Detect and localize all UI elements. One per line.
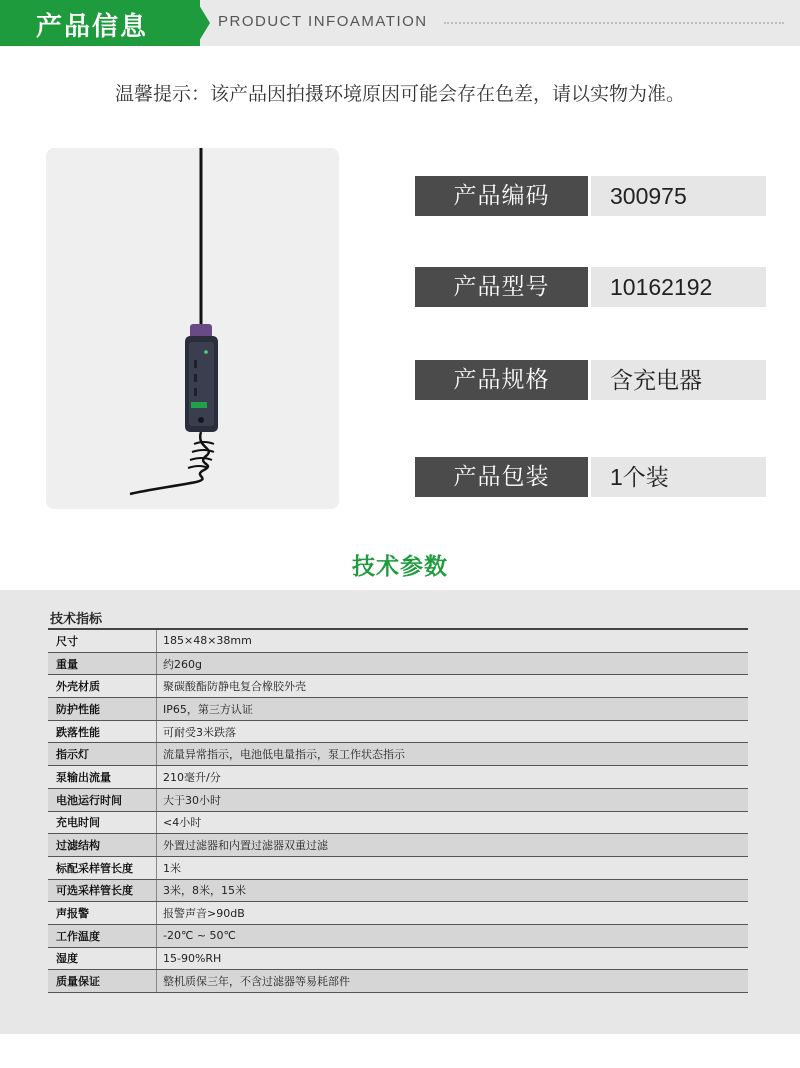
color-notice: 温馨提示：该产品因拍摄环境原因可能会存在色差，请以实物为准。 xyxy=(114,83,685,105)
spec-value: 约260g xyxy=(156,653,748,675)
info-value: 含充电器 xyxy=(591,360,766,400)
spec-value: 1米 xyxy=(156,857,748,879)
table-row xyxy=(48,698,748,721)
spec-key: 声报警 xyxy=(56,907,89,921)
section-header xyxy=(0,0,800,46)
info-value: 1个装 xyxy=(591,457,766,497)
info-value: 10162192 xyxy=(591,267,766,307)
info-row-model xyxy=(415,267,766,307)
brand-logo-icon xyxy=(191,402,207,408)
spec-value: -20℃ ~ 50℃ xyxy=(156,925,748,947)
spec-key: 过滤结构 xyxy=(56,839,100,853)
info-label: 产品型号 xyxy=(415,267,588,307)
table-row xyxy=(48,880,748,903)
info-row-spec xyxy=(415,360,766,400)
table-row xyxy=(48,902,748,925)
spec-key: 指示灯 xyxy=(56,748,89,762)
table-row xyxy=(48,812,748,835)
spec-key: 外壳材质 xyxy=(56,680,100,694)
table-row xyxy=(48,630,748,653)
spec-key: 泵输出流量 xyxy=(56,770,111,784)
header-subtitle: PRODUCT INFOAMATION xyxy=(218,13,428,30)
header-title: 产品信息 xyxy=(36,12,149,42)
table-row xyxy=(48,653,748,676)
spec-key: 可选采样管长度 xyxy=(56,884,133,898)
table-row xyxy=(48,857,748,880)
table-row xyxy=(48,766,748,789)
spec-panel xyxy=(0,590,800,1034)
spec-value: 流量异常指示，电池低电量指示，泵工作状态指示 xyxy=(156,743,748,765)
table-row xyxy=(48,970,748,993)
header-dotted-line xyxy=(444,22,784,24)
spec-table xyxy=(48,628,748,993)
table-row xyxy=(48,743,748,766)
product-photo xyxy=(46,148,339,509)
spec-key: 尺寸 xyxy=(56,634,78,648)
spec-key: 质量保证 xyxy=(56,975,100,989)
spec-value: 210毫升/分 xyxy=(156,766,748,788)
spec-value: <4小时 xyxy=(156,812,748,834)
info-value: 300975 xyxy=(591,176,766,216)
spec-key: 防护性能 xyxy=(56,702,100,716)
table-row xyxy=(48,834,748,857)
spec-key: 工作温度 xyxy=(56,929,100,943)
spec-key: 标配采样管长度 xyxy=(56,861,133,875)
table-row xyxy=(48,789,748,812)
spec-value: 报警声音>90dB xyxy=(156,902,748,924)
table-row xyxy=(48,925,748,948)
table-row xyxy=(48,675,748,698)
spec-value: 外置过滤器和内置过滤器双重过滤 xyxy=(156,834,748,856)
spec-value: IP65，第三方认证 xyxy=(156,698,748,720)
spec-value: 可耐受3米跌落 xyxy=(156,721,748,743)
spec-value: 聚碳酸酯防静电复合橡胶外壳 xyxy=(156,675,748,697)
info-label: 产品编码 xyxy=(415,176,588,216)
spec-key: 电池运行时间 xyxy=(56,793,122,807)
info-label: 产品规格 xyxy=(415,360,588,400)
spec-value: 整机质保三年，不含过滤器等易耗部件 xyxy=(156,970,748,992)
sampling-pump-illustration xyxy=(46,148,339,509)
table-row xyxy=(48,721,748,744)
spec-value: 3米，8米，15米 xyxy=(156,880,748,902)
table-row xyxy=(48,948,748,971)
spec-key: 充电时间 xyxy=(56,816,100,830)
spec-key: 湿度 xyxy=(56,952,78,966)
spec-value: 15-90%RH xyxy=(156,948,748,970)
spec-key: 跌落性能 xyxy=(56,725,100,739)
info-row-code xyxy=(415,176,766,216)
spec-key: 重量 xyxy=(56,657,78,671)
spec-section-title: 技术参数 xyxy=(352,554,448,580)
spec-value: 185×48×38mm xyxy=(156,630,748,652)
spec-caption: 技术指标 xyxy=(50,612,103,627)
info-label: 产品包装 xyxy=(415,457,588,497)
spec-value: 大于30小时 xyxy=(156,789,748,811)
info-row-package xyxy=(415,457,766,497)
header-arrow xyxy=(196,0,210,46)
